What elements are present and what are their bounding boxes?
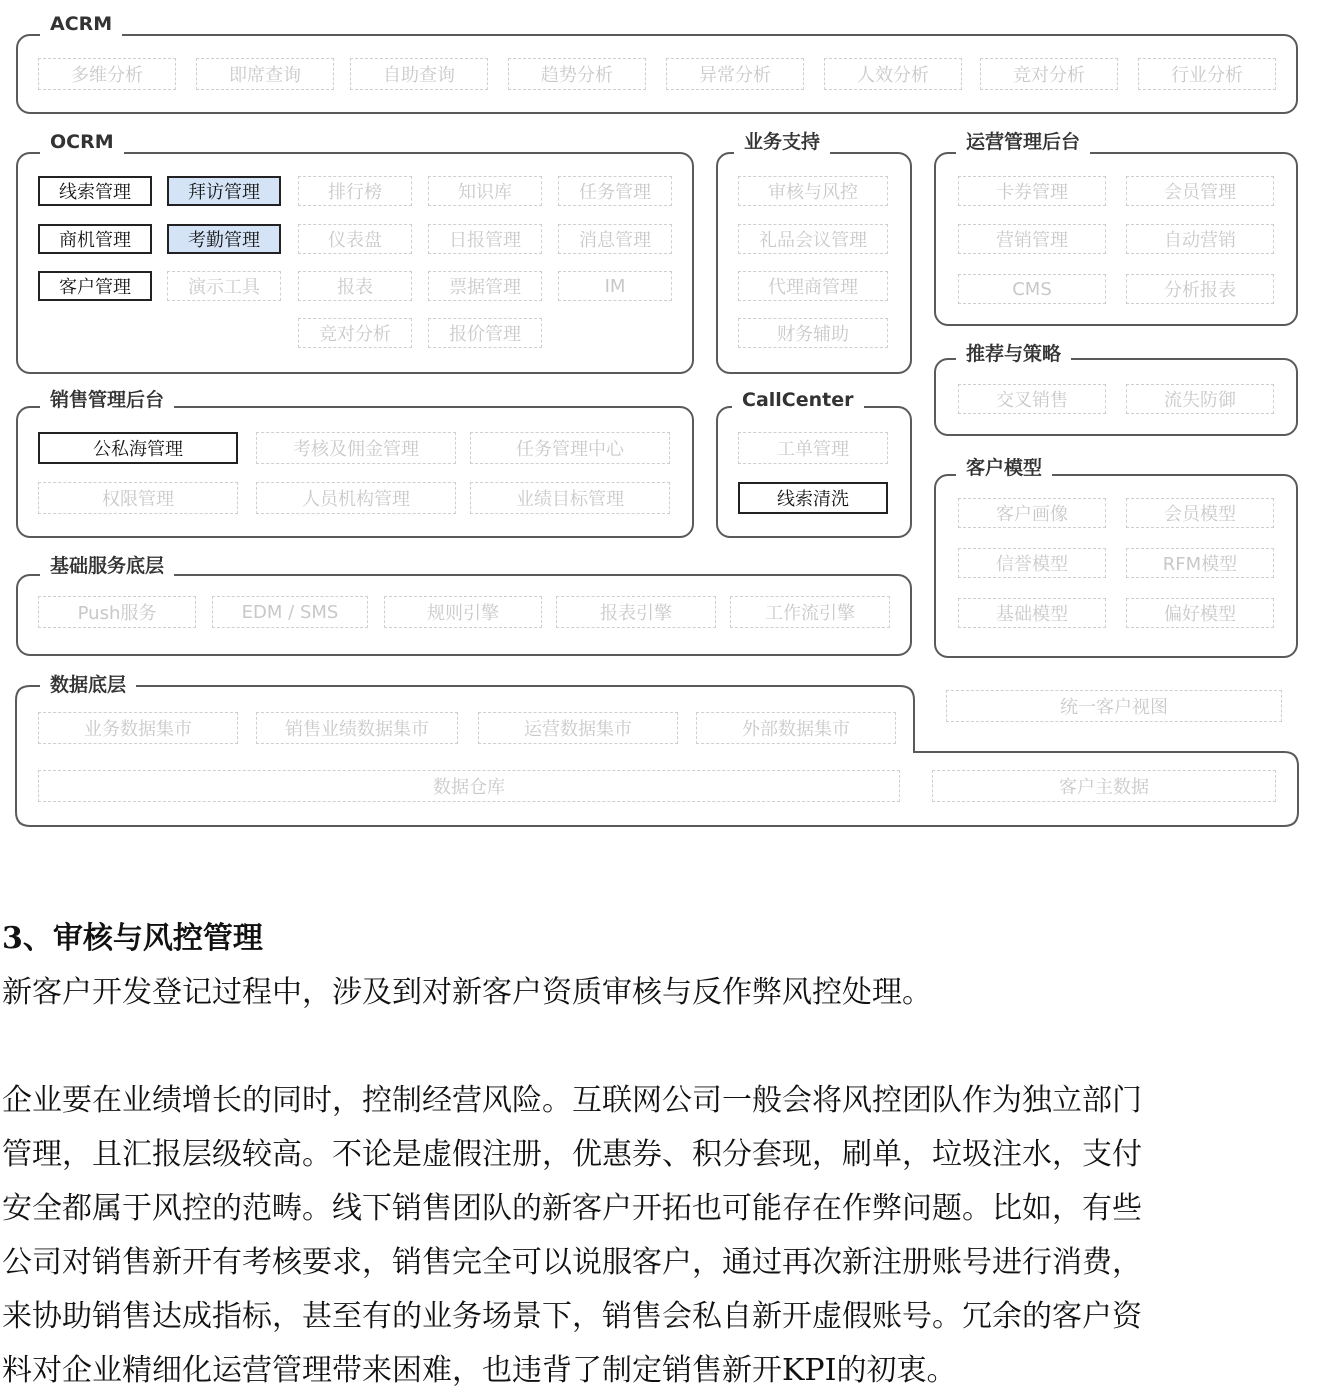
module-box: 排行榜 <box>298 176 412 206</box>
module-box: 交叉销售 <box>958 384 1106 414</box>
module-box: 任务管理 <box>558 176 672 206</box>
module-box: 业绩目标管理 <box>470 482 670 514</box>
module-box: 统一客户视图 <box>946 690 1282 722</box>
module-box: 异常分析 <box>666 58 804 90</box>
module-box: 工单管理 <box>738 432 888 464</box>
module-box: 知识库 <box>428 176 542 206</box>
module-box: 数据仓库 <box>38 770 900 802</box>
module-box: 人效分析 <box>824 58 962 90</box>
module-box: 自动营销 <box>1126 224 1274 254</box>
module-box: EDM / SMS <box>212 596 368 628</box>
module-box: 消息管理 <box>558 224 672 254</box>
module-box: 规则引擎 <box>384 596 542 628</box>
paragraph-line: 料对企业精细化运营管理带来困难，也违背了制定销售新开KPI的初衷。 <box>2 1353 957 1388</box>
paragraph-gap <box>2 1020 1332 1074</box>
module-box: 竞对分析 <box>298 318 412 348</box>
module-box: CMS <box>958 274 1106 304</box>
module-box: 会员管理 <box>1126 176 1274 206</box>
paragraph-line: 来协助销售达成指标，甚至有的业务场景下，销售会私自新开虚假账号。冗余的客户资 <box>2 1299 1142 1334</box>
module-box: 客户管理 <box>38 271 152 301</box>
module-box: Push服务 <box>38 596 196 628</box>
module-box: 礼品会议管理 <box>738 224 888 254</box>
group-sales-backend <box>16 406 694 538</box>
module-box: 线索管理 <box>38 176 152 206</box>
module-box: 客户画像 <box>958 498 1106 528</box>
module-box: 日报管理 <box>428 224 542 254</box>
paragraph-line: 企业要在业绩增长的同时，控制经营风险。互联网公司一般会将风控团队作为独立部门 <box>2 1083 1142 1118</box>
paragraph-line: 管理，且汇报层级较高。不论是虚假注册，优惠券、积分套现，刷单，垃圾注水，支付 <box>2 1137 1142 1172</box>
module-box: 仪表盘 <box>298 224 412 254</box>
module-box: 竞对分析 <box>980 58 1118 90</box>
module-box: 演示工具 <box>167 271 281 301</box>
group-title: CallCenter <box>732 388 864 412</box>
module-box: 流失防御 <box>1126 384 1274 414</box>
module-box: 外部数据集市 <box>696 712 896 744</box>
group-title: 销售管理后台 <box>40 388 174 412</box>
module-box: IM <box>558 271 672 301</box>
group-title: 基础服务底层 <box>40 554 174 578</box>
module-box: 趋势分析 <box>508 58 646 90</box>
group-title: 数据底层 <box>40 673 136 697</box>
module-box: 营销管理 <box>958 224 1106 254</box>
module-box: 权限管理 <box>38 482 238 514</box>
module-box: 会员模型 <box>1126 498 1274 528</box>
module-box: 卡券管理 <box>958 176 1106 206</box>
group-callcenter <box>716 406 912 538</box>
group-title: 业务支持 <box>734 130 830 154</box>
module-box: 信誉模型 <box>958 548 1106 578</box>
module-box: 多维分析 <box>38 58 176 90</box>
section-heading: 3、审核与风控管理 <box>2 921 263 956</box>
module-box: 分析报表 <box>1126 274 1274 304</box>
module-box: 商机管理 <box>38 224 152 254</box>
module-box: 报表引擎 <box>556 596 716 628</box>
group-title: 运营管理后台 <box>956 130 1090 154</box>
paragraph-line: 安全都属于风控的范畴。线下销售团队的新客户开拓也可能存在作弊问题。比如，有些 <box>2 1191 1142 1226</box>
group-title: 客户模型 <box>956 456 1052 480</box>
module-box: 业务数据集市 <box>38 712 238 744</box>
module-box: 自助查询 <box>350 58 488 90</box>
module-box: 偏好模型 <box>1126 598 1274 628</box>
module-box: 基础模型 <box>958 598 1106 628</box>
paragraph-line: 公司对销售新开有考核要求，销售完全可以说服客户，通过再次新注册账号进行消费， <box>2 1245 1142 1280</box>
module-box: 行业分析 <box>1138 58 1276 90</box>
module-box: 即席查询 <box>196 58 334 90</box>
module-box: 票据管理 <box>428 271 542 301</box>
module-box: 代理商管理 <box>738 271 888 301</box>
module-box: 工作流引擎 <box>730 596 890 628</box>
module-box: 审核与风控 <box>738 176 888 206</box>
article-body <box>2 966 1332 1398</box>
module-box: 线索清洗 <box>738 482 888 514</box>
article <box>2 912 1332 1398</box>
module-box: 考勤管理 <box>167 224 281 254</box>
group-title: OCRM <box>40 130 124 154</box>
module-box: 财务辅助 <box>738 318 888 348</box>
paragraph-line: 新客户开发登记过程中，涉及到对新客户资质审核与反作弊风控处理。 <box>2 975 932 1010</box>
group-title: 推荐与策略 <box>956 342 1071 366</box>
module-box: 公私海管理 <box>38 432 238 464</box>
module-box: RFM模型 <box>1126 548 1274 578</box>
module-box: 人员机构管理 <box>256 482 456 514</box>
module-box: 运营数据集市 <box>478 712 678 744</box>
module-box: 考核及佣金管理 <box>256 432 456 464</box>
module-box: 销售业绩数据集市 <box>256 712 458 744</box>
module-box: 拜访管理 <box>167 176 281 206</box>
module-box: 任务管理中心 <box>470 432 670 464</box>
module-box: 报价管理 <box>428 318 542 348</box>
module-box: 报表 <box>298 271 412 301</box>
group-title: ACRM <box>40 12 122 36</box>
module-box: 客户主数据 <box>932 770 1276 802</box>
